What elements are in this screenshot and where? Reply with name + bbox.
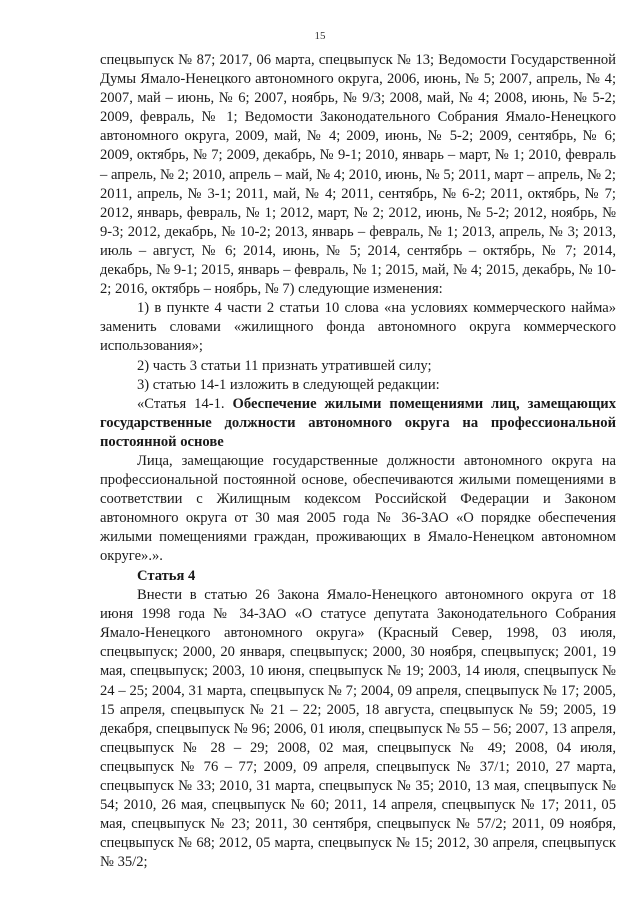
article-4-body: Внести в статью 26 Закона Ямало-Ненецкого автономного округа от 18 июня 1998 года № 34-ЗАО «О статусе депутата Законодательного Собрания Ямало-Ненецкого автономного округа» (Красный Север, 1998, 03 июля, спецвыпуск; 2000, 20 января, спецвыпуск; 2000, 30 ноября, спецвыпуск; 2001, 19 мая, спецвыпуск; 2003, 10 июня, спецвыпуск № 19; 2003, 14 июля, спецвыпуск № 24 – 25; 2004, 31 марта, спецвыпуск № 7; 2004, 09 апреля, спецвыпуск № 17; 2005, 15 апреля, спецвыпуск № 21 – 22; 2005, 18 августа, спецвыпуск № 59; 2005, 19 декабря, спецвыпуск № 96; 2006, 01 июля, спецвыпуск № 55 – 56; 2007, 13 апреля, спецвыпуск № 28 – 29; 2008, 02 мая, спецвыпуск № 49; 2008, 04 июля, спецвыпуск № 76 – 77; 2009, 09 апреля, спецвыпуск № 37/1; 2010, 27 марта, спецвыпуск № 33; 2010, 31 марта, спецвыпуск № 35; 2010, 13 мая, спецвыпуск № 54; 2010, 26 мая, спецвыпуск № 60; 2011, 14 апреля, спецвыпуск № 17; 2011, 05 мая, спецвыпуск № 23; 2011, 30 сентября, спецвыпуск № 57/2; 2011, 09 ноября, спецвыпуск № 68; 2012, 05 марта, спецвыпуск № 15; 2012, 30 апреля, спецвыпуск № 35/2; [100,587,616,871]
continuation-block [100,51,616,567]
article-4-block [100,567,616,873]
sources-paragraph: спецвыпуск № 87; 2017, 06 марта, спецвыпуск № 13; Ведомости Государственной Думы Ямало-Ненецкого автономного округа, 2006, июнь, № 5; 2007, апрель, № 4; 2007, май – июнь, № 6; 2007, ноябрь, № 9/3; 2008, май, № 4; 2008, июнь, № 5-2; 2009, февраль, № 1; Ведомости Законодательного Собрания Ямало-Ненецкого автономного округа, 2009, май, № 4; 2009, июнь, № 5-2; 2009, сентябрь, № 6; 2009, октябрь, № 7; 2009, декабрь, № 9-1; 2010, январь – март, № 1; 2010, февраль – апрель, № 2; 2010, апрель – май, № 4; 2010, июнь, № 5; 2011, март – апрель, № 2; 2011, апрель, № 3-1; 2011, май, № 4; 2011, сентябрь, № 6-2; 2011, октябрь, № 7; 2012, январь, февраль, № 1; 2012, март, № 2; 2012, июнь, № 5-2; 2012, ноябрь, № 9-3; 2012, декабрь, № 10-2; 2013, январь – февраль, № 1; 2013, апрель, № 3; 2013, июль – август, № 6; 2014, июнь, № 5; 2014, сентябрь – октябрь, № 7; 2014, декабрь, № 9-1; 2015, январь – февраль, № 1; 2015, май, № 4; 2015, декабрь, № 10-2; 2016, октябрь – ноябрь, № 7) следующие изменения: [100,52,616,298]
page-number: 15 [314,30,326,42]
article-4-heading: Статья 4 [137,568,196,584]
item-1-paragraph: 1) в пункте 4 части 2 статьи 10 слова «на условиях коммерческого найма» заменить словами «жилищного фонда автономного округа коммерческого использования»; [100,300,616,355]
quote-title: Обеспечение жилыми помещениями лиц, замещающих государственные должности автономного округа на профессиональной постоянной основе [100,395,616,450]
quote-body-paragraph: Лица, замещающие государственные должности автономного округа на профессиональной постоянной основе, обеспечиваются жилыми помещениями в соответствии с Жилищным кодексом Российской Федерации и Законом автономного округа от 30 мая 2005 года № 36-ЗАО «О порядке обеспечения жилыми помещениями граждан, проживающих в Ямало-Ненецком автономном округе».». [100,452,616,565]
quote-heading-paragraph [100,395,616,452]
quote-label: «Статья 14-1. [137,395,233,412]
item-2-paragraph: 2) часть 3 статьи 11 признать утратившей силу; [137,357,432,374]
item-3-paragraph: 3) статью 14-1 изложить в следующей редакции: [137,376,440,393]
